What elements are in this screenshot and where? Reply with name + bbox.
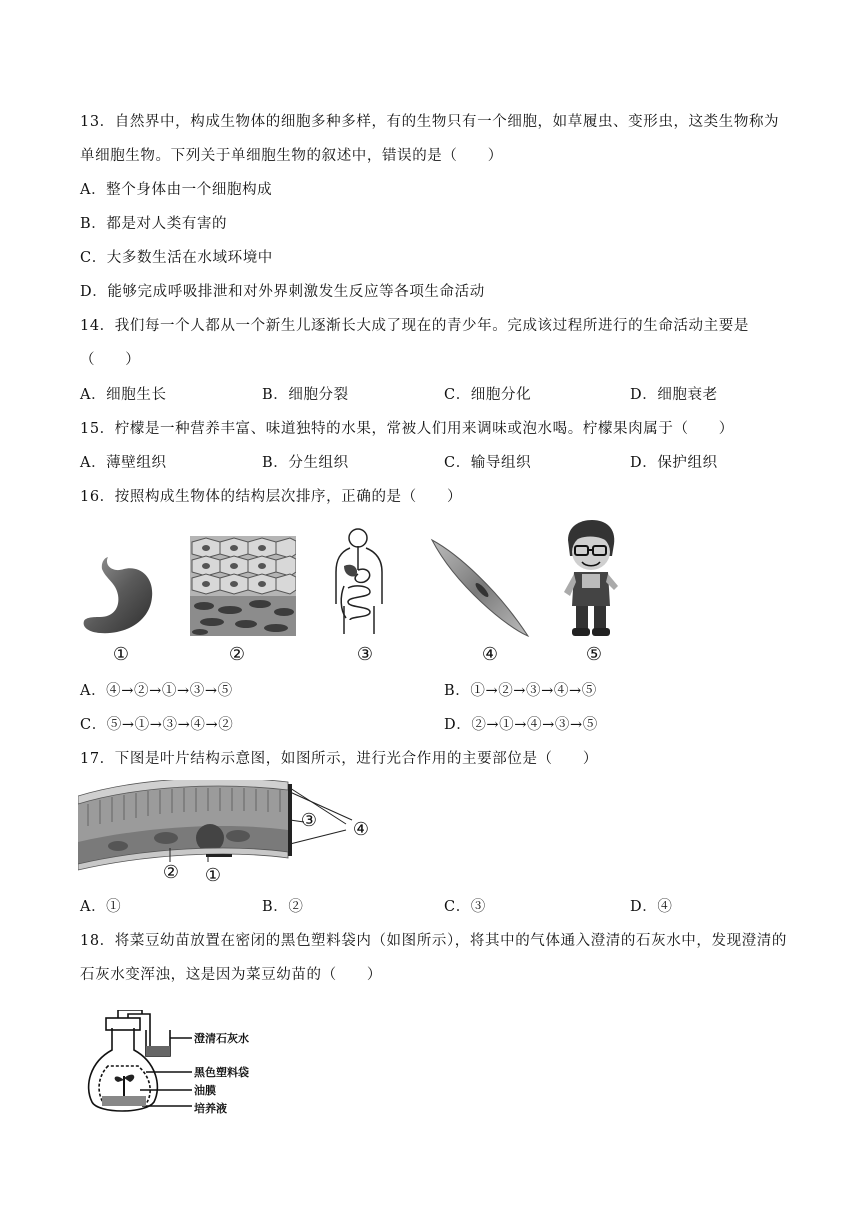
q14-stem-line1: 14．我们每一个人都从一个新生儿逐渐长大成了现在的青少年。完成该过程所进行的生命活动主要是 bbox=[80, 318, 749, 334]
q17-option-a: A．① bbox=[80, 899, 122, 915]
leaf-label-3: ③ bbox=[300, 810, 318, 831]
figure-label-3: ③ bbox=[356, 644, 374, 665]
label-lime-water: 澄清石灰水 bbox=[194, 1032, 249, 1045]
muscle-cell-figure bbox=[428, 536, 532, 640]
q16-stem: 16．按照构成生物体的结构层次排序，正确的是（ ） bbox=[80, 489, 463, 505]
q18-stem-line2: 石灰水变浑浊，这是因为菜豆幼苗的（ ） bbox=[80, 967, 382, 983]
leaf-section-figure bbox=[78, 780, 378, 890]
q13-stem-line1: 13．自然界中，构成生物体的细胞多种多样，有的生物只有一个细胞，如草履虫、变形虫，这类生物称为 bbox=[80, 114, 780, 130]
label-culture-solution: 培养液 bbox=[194, 1102, 227, 1115]
q13-option-c: C．大多数生活在水域环境中 bbox=[80, 250, 273, 266]
digestive-system-figure bbox=[330, 526, 390, 638]
q18-stem-line1: 18．将菜豆幼苗放置在密闭的黑色塑料袋内（如图所示），将其中的气体通入澄清的石灰水中，发现澄清的 bbox=[80, 933, 787, 949]
q14-option-b: B．细胞分裂 bbox=[262, 387, 349, 403]
figure-label-2: ② bbox=[228, 644, 246, 665]
q14-option-a: A．细胞生长 bbox=[80, 387, 167, 403]
q16-option-d: D．②→①→④→③→⑤ bbox=[444, 717, 598, 733]
figure-label-4: ④ bbox=[481, 644, 499, 665]
tissue-figure bbox=[190, 536, 296, 636]
q13-option-a: A．整个身体由一个细胞构成 bbox=[80, 182, 273, 198]
q14-option-c: C．细胞分化 bbox=[444, 387, 532, 403]
person-figure bbox=[562, 520, 620, 638]
q13-option-b: B．都是对人类有害的 bbox=[80, 216, 228, 232]
q15-option-c: C．输导组织 bbox=[444, 455, 532, 471]
figure-label-1: ① bbox=[112, 644, 130, 665]
figure-label-5: ⑤ bbox=[585, 644, 603, 665]
q17-option-b: B．② bbox=[262, 899, 304, 915]
q15-option-a: A．薄壁组织 bbox=[80, 455, 167, 471]
label-black-bag: 黑色塑料袋 bbox=[194, 1066, 249, 1079]
q17-stem: 17．下图是叶片结构示意图，如图所示，进行光合作用的主要部位是（ ） bbox=[80, 751, 598, 767]
q16-option-a: A．④→②→①→③→⑤ bbox=[80, 683, 233, 699]
label-oil-film: 油膜 bbox=[194, 1084, 216, 1097]
q14-option-d: D．细胞衰老 bbox=[630, 387, 718, 403]
q17-option-d: D．④ bbox=[630, 899, 673, 915]
q15-option-b: B．分生组织 bbox=[262, 455, 349, 471]
stomach-figure bbox=[80, 555, 156, 637]
q17-option-c: C．③ bbox=[444, 899, 486, 915]
q13-option-d: D．能够完成呼吸排泄和对外界刺激发生反应等各项生命活动 bbox=[80, 284, 485, 300]
leaf-label-1: ① bbox=[204, 865, 222, 886]
leaf-label-4: ④ bbox=[352, 819, 370, 840]
q16-option-b: B．①→②→③→④→⑤ bbox=[444, 683, 597, 699]
q14-stem-line2: （ ） bbox=[80, 352, 141, 368]
q13-stem-line2: 单细胞生物。下列关于单细胞生物的叙述中，错误的是（ ） bbox=[80, 148, 503, 164]
leaf-label-2: ② bbox=[162, 862, 180, 883]
q16-option-c: C．⑤→①→③→④→② bbox=[80, 717, 234, 733]
q15-option-d: D．保护组织 bbox=[630, 455, 718, 471]
q15-stem: 15．柠檬是一种营养丰富、味道独特的水果，常被人们用来调味或泡水喝。柠檬果肉属于（ ） bbox=[80, 421, 734, 437]
